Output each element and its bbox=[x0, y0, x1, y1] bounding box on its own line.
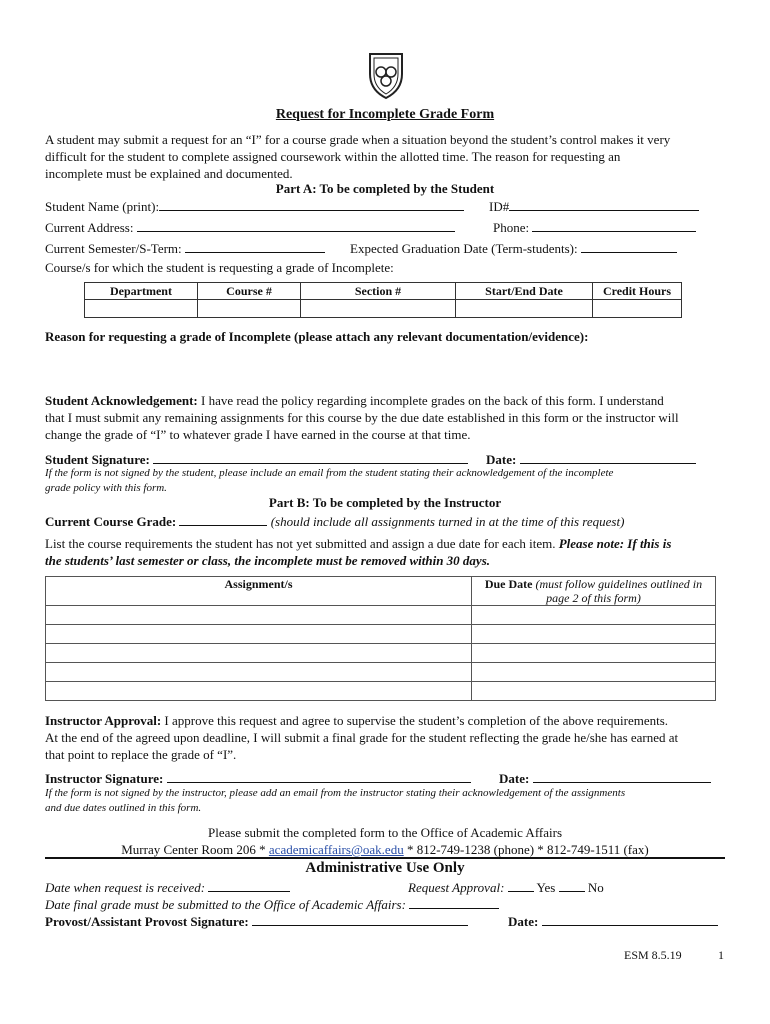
admin-heading: Administrative Use Only bbox=[305, 860, 465, 876]
table-cell[interactable] bbox=[46, 606, 472, 625]
approval-no: No bbox=[587, 880, 604, 895]
grad-date-field[interactable] bbox=[581, 239, 677, 253]
phone-label: Phone: bbox=[493, 220, 530, 235]
student-signature-label: Student Signature: bbox=[45, 452, 150, 467]
student-date-field[interactable] bbox=[520, 450, 696, 464]
instructor-signature-field[interactable] bbox=[167, 769, 471, 783]
col-start-end: Start/End Date bbox=[456, 283, 593, 300]
course-table bbox=[84, 282, 682, 318]
table-row bbox=[46, 663, 716, 682]
table-row bbox=[46, 644, 716, 663]
intro-line: A student may submit a request for an “I” for a course grade when a situation beyond the student’s control makes it very bbox=[45, 132, 671, 147]
ack-text: change the grade of “I” to whatever grade I have earned in the course at that time. bbox=[45, 427, 471, 442]
grad-date-label: Expected Graduation Date (Term-students): bbox=[350, 241, 578, 256]
student-note: grade policy with this form. bbox=[45, 482, 167, 494]
list-text: List the course requirements the student has not yet submitted and assign a due date for each item. bbox=[45, 536, 556, 551]
table-cell[interactable] bbox=[456, 300, 593, 318]
current-grade-field[interactable] bbox=[179, 512, 267, 526]
approval-heading: Instructor Approval: bbox=[45, 713, 162, 728]
table-cell[interactable] bbox=[472, 625, 716, 644]
received-label: Date when request is received: bbox=[45, 880, 206, 895]
col-credit-hours: Credit Hours bbox=[593, 283, 682, 300]
instructor-signature-label: Instructor Signature: bbox=[45, 771, 164, 786]
table-cell[interactable] bbox=[46, 663, 472, 682]
ack-heading: Student Acknowledgement: bbox=[45, 393, 198, 408]
ack-text: I have read the policy regarding incomplete grades on the back of this form. I understand bbox=[197, 393, 664, 408]
table-cell[interactable] bbox=[46, 625, 472, 644]
instructor-note: and due dates outlined in this form. bbox=[45, 802, 202, 814]
semester-label: Current Semester/S-Term: bbox=[45, 241, 182, 256]
submit-location: Murray Center Room 206 * bbox=[121, 842, 269, 857]
student-note: If the form is not signed by the student, please include an email from the student stating their acknowledgement of the incomplete bbox=[45, 467, 614, 479]
approval-yes-field[interactable] bbox=[508, 878, 534, 892]
divider bbox=[45, 857, 725, 859]
table-row bbox=[85, 300, 682, 318]
semester-field[interactable] bbox=[185, 239, 325, 253]
submit-line: Please submit the completed form to the Office of Academic Affairs bbox=[207, 825, 563, 840]
email-link[interactable]: academicaffairs@oak.edu bbox=[268, 842, 404, 857]
col-department: Department bbox=[85, 283, 198, 300]
col-section: Section # bbox=[301, 283, 456, 300]
col-course: Course # bbox=[198, 283, 301, 300]
table-cell[interactable] bbox=[46, 644, 472, 663]
final-grade-field[interactable] bbox=[409, 895, 499, 909]
list-note: Please note: If this is bbox=[555, 536, 672, 551]
approval-no-field[interactable] bbox=[559, 878, 585, 892]
part-a-heading: Part A: To be completed by the Student bbox=[275, 181, 495, 196]
instructor-note: If the form is not signed by the instructor, please add an email from the instructor stating their acknowledgement of the assignments bbox=[45, 787, 626, 799]
part-b-heading: Part B: To be completed by the Instructor bbox=[268, 495, 502, 510]
courses-label: Course/s for which the student is requesting a grade of Incomplete: bbox=[45, 260, 394, 275]
student-name-field[interactable] bbox=[159, 197, 464, 211]
table-row bbox=[46, 625, 716, 644]
assignments-table bbox=[45, 576, 716, 701]
form-code: ESM 8.5.19 bbox=[624, 948, 682, 962]
student-date-label: Date: bbox=[486, 452, 517, 467]
table-cell[interactable] bbox=[472, 606, 716, 625]
phone-field[interactable] bbox=[532, 218, 696, 232]
student-name-label: Student Name (print): bbox=[45, 199, 160, 214]
current-grade-note: (should include all assignments turned in at the time of this request) bbox=[270, 514, 625, 529]
provost-date-field[interactable] bbox=[542, 912, 718, 926]
reason-label: Reason for requesting a grade of Incomplete (please attach any relevant documentation/evidence): bbox=[45, 329, 589, 344]
table-row bbox=[46, 606, 716, 625]
table-cell[interactable] bbox=[198, 300, 301, 318]
id-field[interactable] bbox=[509, 197, 699, 211]
approval-label: Request Approval: bbox=[408, 880, 505, 895]
id-label: ID# bbox=[489, 199, 510, 214]
current-grade-label: Current Course Grade: bbox=[45, 514, 177, 529]
table-cell[interactable] bbox=[472, 682, 716, 701]
table-cell[interactable] bbox=[301, 300, 456, 318]
table-cell[interactable] bbox=[46, 682, 472, 701]
ack-text: that I must submit any remaining assignments for this course by the due date established in this form or the instructor will bbox=[45, 410, 679, 425]
col-due-date: Due Date (must follow guidelines outlined in page 2 of this form) bbox=[472, 577, 716, 606]
provost-date-label: Date: bbox=[508, 914, 539, 929]
address-label: Current Address: bbox=[45, 220, 134, 235]
approval-text: I approve this request and agree to supervise the student’s completion of the above requirements. bbox=[161, 713, 669, 728]
submit-contact: * 812-749-1238 (phone) * 812-749-1511 (fax) bbox=[403, 842, 649, 857]
provost-signature-field[interactable] bbox=[252, 912, 468, 926]
received-field[interactable] bbox=[208, 878, 290, 892]
table-row bbox=[46, 682, 716, 701]
final-grade-label: Date final grade must be submitted to the Office of Academic Affairs: bbox=[45, 897, 406, 912]
intro-line: difficult for the student to complete assigned coursework within the allotted time. The reason for requesting an bbox=[45, 149, 621, 164]
approval-text: At the end of the agreed upon deadline, I will submit a final grade for the student reflecting the grade he/she has earned at bbox=[45, 730, 679, 745]
instructor-date-label: Date: bbox=[499, 771, 530, 786]
form-title: Request for Incomplete Grade Form bbox=[275, 107, 495, 122]
table-cell[interactable] bbox=[472, 644, 716, 663]
list-text: the students’ last semester or class, the incomplete must be removed within 30 days. bbox=[45, 553, 491, 568]
intro-line: incomplete must be explained and documented. bbox=[45, 166, 293, 181]
provost-signature-label: Provost/Assistant Provost Signature: bbox=[45, 914, 249, 929]
shield-seal-icon bbox=[366, 50, 406, 100]
student-signature-field[interactable] bbox=[153, 450, 468, 464]
page-number: 1 bbox=[718, 948, 724, 962]
table-cell[interactable] bbox=[85, 300, 198, 318]
table-cell[interactable] bbox=[593, 300, 682, 318]
address-field[interactable] bbox=[137, 218, 455, 232]
approval-yes: Yes bbox=[536, 880, 556, 895]
table-cell[interactable] bbox=[472, 663, 716, 682]
approval-text: that point to replace the grade of “I”. bbox=[45, 747, 237, 762]
instructor-date-field[interactable] bbox=[533, 769, 711, 783]
col-assignments: Assignment/s bbox=[46, 577, 472, 606]
